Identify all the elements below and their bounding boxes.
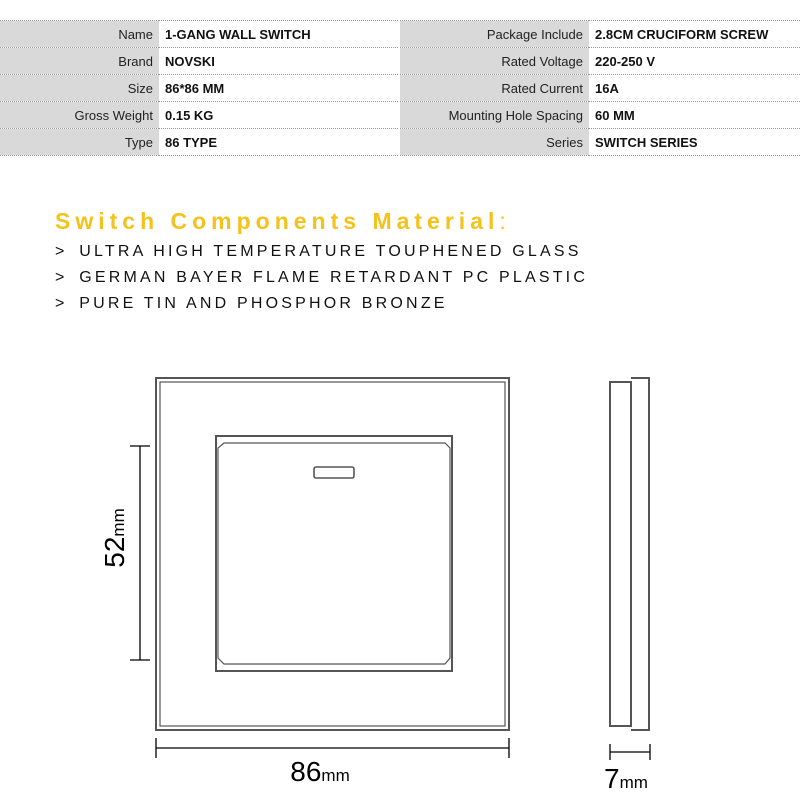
switch-side-view (610, 378, 649, 730)
spec-value: 1-GANG WALL SWITCH (159, 21, 399, 48)
spec-value: 60 MM (589, 102, 800, 129)
chevron-right-icon: > (55, 295, 68, 312)
table-row (0, 21, 800, 48)
width-dimension-label (290, 756, 349, 787)
list-item (55, 239, 588, 265)
rocker-button-outer (216, 436, 452, 671)
height-value: 52 (99, 536, 130, 568)
material-text: GERMAN BAYER FLAME RETARDANT PC PLASTIC (79, 269, 589, 286)
width-value: 86 (290, 756, 322, 787)
material-text: PURE TIN AND PHOSPHOR BRONZE (79, 295, 448, 312)
spec-label: Type (0, 129, 159, 156)
material-text: ULTRA HIGH TEMPERATURE TOUPHENED GLASS (79, 243, 582, 260)
materials-title-colon: : (499, 208, 511, 234)
chevron-right-icon: > (55, 243, 68, 260)
list-item (55, 291, 588, 317)
materials-section (55, 206, 588, 317)
table-row (0, 102, 800, 129)
spec-value: 2.8CM CRUCIFORM SCREW (589, 21, 800, 48)
spec-value: 0.15 KG (159, 102, 399, 129)
spec-value: 86 TYPE (159, 129, 399, 156)
side-profile (631, 378, 649, 730)
spec-label: Package Include (399, 21, 589, 48)
table-row (0, 75, 800, 102)
spec-label: Gross Weight (0, 102, 159, 129)
switch-front-view (156, 378, 509, 730)
spec-label: Series (399, 129, 589, 156)
list-item (55, 265, 588, 291)
depth-value: 7 (604, 763, 620, 794)
side-wall-plate (610, 382, 631, 726)
spec-value: SWITCH SERIES (589, 129, 800, 156)
switch-frame-outer (156, 378, 509, 730)
spec-label: Rated Voltage (399, 48, 589, 75)
height-dimension (130, 446, 150, 660)
spec-table (0, 20, 800, 156)
spec-table-body (0, 21, 800, 156)
height-dimension-label (99, 508, 130, 567)
rocker-button-bevel (218, 443, 450, 664)
table-row (0, 48, 800, 75)
chevron-right-icon: > (55, 269, 68, 286)
indicator-light (314, 467, 354, 478)
width-unit: mm (321, 766, 350, 785)
depth-unit: mm (619, 773, 648, 792)
height-unit: mm (109, 508, 128, 537)
materials-title-text: Switch Components Material (55, 208, 500, 234)
depth-dimension (610, 744, 650, 760)
spec-label: Mounting Hole Spacing (399, 102, 589, 129)
switch-frame-inner (160, 382, 505, 726)
switch-dimension-diagram (0, 330, 800, 800)
spec-label: Brand (0, 48, 159, 75)
materials-title (55, 206, 588, 236)
depth-dimension-label (604, 763, 648, 794)
spec-value: 16A (589, 75, 800, 102)
spec-label: Size (0, 75, 159, 102)
width-dimension (156, 738, 509, 758)
spec-label: Rated Current (399, 75, 589, 102)
spec-value: NOVSKI (159, 48, 399, 75)
materials-list (55, 239, 588, 317)
table-row (0, 129, 800, 156)
spec-value: 86*86 MM (159, 75, 399, 102)
spec-value: 220-250 V (589, 48, 800, 75)
spec-label: Name (0, 21, 159, 48)
